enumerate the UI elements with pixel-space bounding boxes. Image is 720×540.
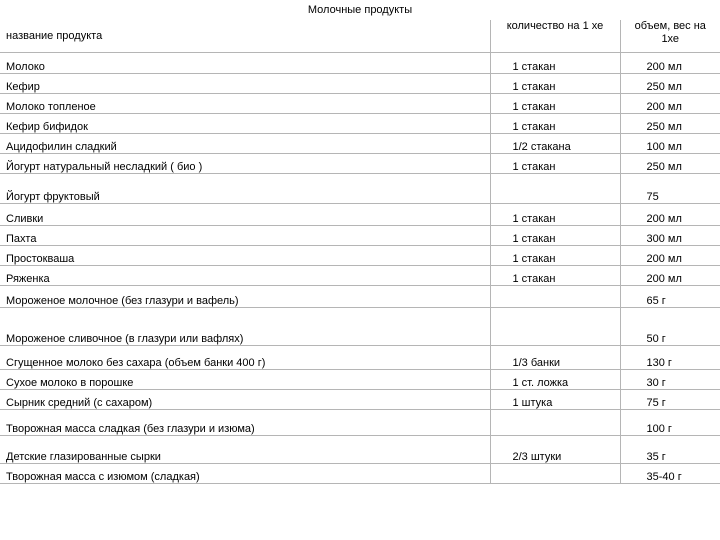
cell-volume: 200 мл xyxy=(620,265,720,285)
table-row xyxy=(0,173,720,203)
cell-quantity xyxy=(490,409,620,435)
table-row xyxy=(0,203,720,225)
cell-volume: 30 г xyxy=(620,369,720,389)
cell-volume: 200 мл xyxy=(620,93,720,113)
column-header-volume: объем, вес на 1хе xyxy=(620,20,720,52)
table-row xyxy=(0,133,720,153)
table-row xyxy=(0,369,720,389)
table-row xyxy=(0,225,720,245)
cell-quantity: 1/3 банки xyxy=(490,345,620,369)
cell-volume: 200 мл xyxy=(620,52,720,73)
cell-volume: 250 мл xyxy=(620,113,720,133)
cell-name: Творожная масса с изюмом (сладкая) xyxy=(0,463,490,483)
cell-volume: 300 мл xyxy=(620,225,720,245)
cell-quantity: 1 стакан xyxy=(490,113,620,133)
cell-name: Йогурт натуральный несладкий ( био ) xyxy=(0,153,490,173)
cell-name: Молоко xyxy=(0,52,490,73)
table-row xyxy=(0,285,720,307)
cell-quantity: 1 стакан xyxy=(490,203,620,225)
header-row xyxy=(0,20,720,52)
column-header-name: название продукта xyxy=(0,20,490,52)
cell-name: Йогурт фруктовый xyxy=(0,173,490,203)
table-row xyxy=(0,153,720,173)
cell-name: Сливки xyxy=(0,203,490,225)
cell-name: Молоко топленое xyxy=(0,93,490,113)
cell-quantity: 2/3 штуки xyxy=(490,435,620,463)
table-row xyxy=(0,245,720,265)
table-body xyxy=(0,52,720,483)
cell-quantity: 1 стакан xyxy=(490,265,620,285)
cell-quantity: 1 стакан xyxy=(490,52,620,73)
cell-quantity xyxy=(490,285,620,307)
cell-name: Сырник средний (с сахаром) xyxy=(0,389,490,409)
cell-name: Кефир xyxy=(0,73,490,93)
cell-quantity: 1/2 стакана xyxy=(490,133,620,153)
table-row xyxy=(0,52,720,73)
cell-volume: 65 г xyxy=(620,285,720,307)
cell-name: Детские глазированные сырки xyxy=(0,435,490,463)
table-row xyxy=(0,463,720,483)
cell-volume: 200 мл xyxy=(620,245,720,265)
cell-name: Простокваша xyxy=(0,245,490,265)
cell-quantity: 1 ст. ложка xyxy=(490,369,620,389)
cell-quantity xyxy=(490,463,620,483)
table-row xyxy=(0,73,720,93)
cell-name: Кефир бифидок xyxy=(0,113,490,133)
cell-volume: 100 мл xyxy=(620,133,720,153)
cell-quantity: 1 стакан xyxy=(490,245,620,265)
cell-quantity xyxy=(490,307,620,345)
cell-volume: 75 xyxy=(620,173,720,203)
cell-volume: 35-40 г xyxy=(620,463,720,483)
table-row xyxy=(0,409,720,435)
cell-quantity xyxy=(490,173,620,203)
table-row xyxy=(0,93,720,113)
cell-name: Сухое молоко в порошке xyxy=(0,369,490,389)
cell-name: Мороженое молочное (без глазури и вафель) xyxy=(0,285,490,307)
table-row xyxy=(0,389,720,409)
cell-volume: 75 г xyxy=(620,389,720,409)
table-row xyxy=(0,345,720,369)
cell-name: Мороженое сливочное (в глазури или вафлях) xyxy=(0,307,490,345)
cell-volume: 35 г xyxy=(620,435,720,463)
cell-volume: 50 г xyxy=(620,307,720,345)
table-title: Молочные продукты xyxy=(307,4,413,16)
cell-quantity: 1 стакан xyxy=(490,153,620,173)
cell-volume: 100 г xyxy=(620,409,720,435)
cell-quantity: 1 стакан xyxy=(490,73,620,93)
table-row xyxy=(0,265,720,285)
cell-name: Творожная масса сладкая (без глазури и изюма) xyxy=(0,409,490,435)
cell-name: Пахта xyxy=(0,225,490,245)
cell-name: Ацидофилин сладкий xyxy=(0,133,490,153)
cell-volume: 130 г xyxy=(620,345,720,369)
cell-volume: 200 мл xyxy=(620,203,720,225)
cell-volume: 250 мл xyxy=(620,153,720,173)
cell-quantity: 1 стакан xyxy=(490,225,620,245)
cell-quantity: 1 стакан xyxy=(490,93,620,113)
table-row xyxy=(0,307,720,345)
column-header-quantity: количество на 1 хе xyxy=(490,20,620,52)
cell-volume: 250 мл xyxy=(620,73,720,93)
table-row xyxy=(0,435,720,463)
dairy-products-table xyxy=(0,20,720,484)
cell-name: Ряженка xyxy=(0,265,490,285)
table-row xyxy=(0,113,720,133)
cell-quantity: 1 штука xyxy=(490,389,620,409)
cell-name: Сгущенное молоко без сахара (объем банки 400 г) xyxy=(0,345,490,369)
